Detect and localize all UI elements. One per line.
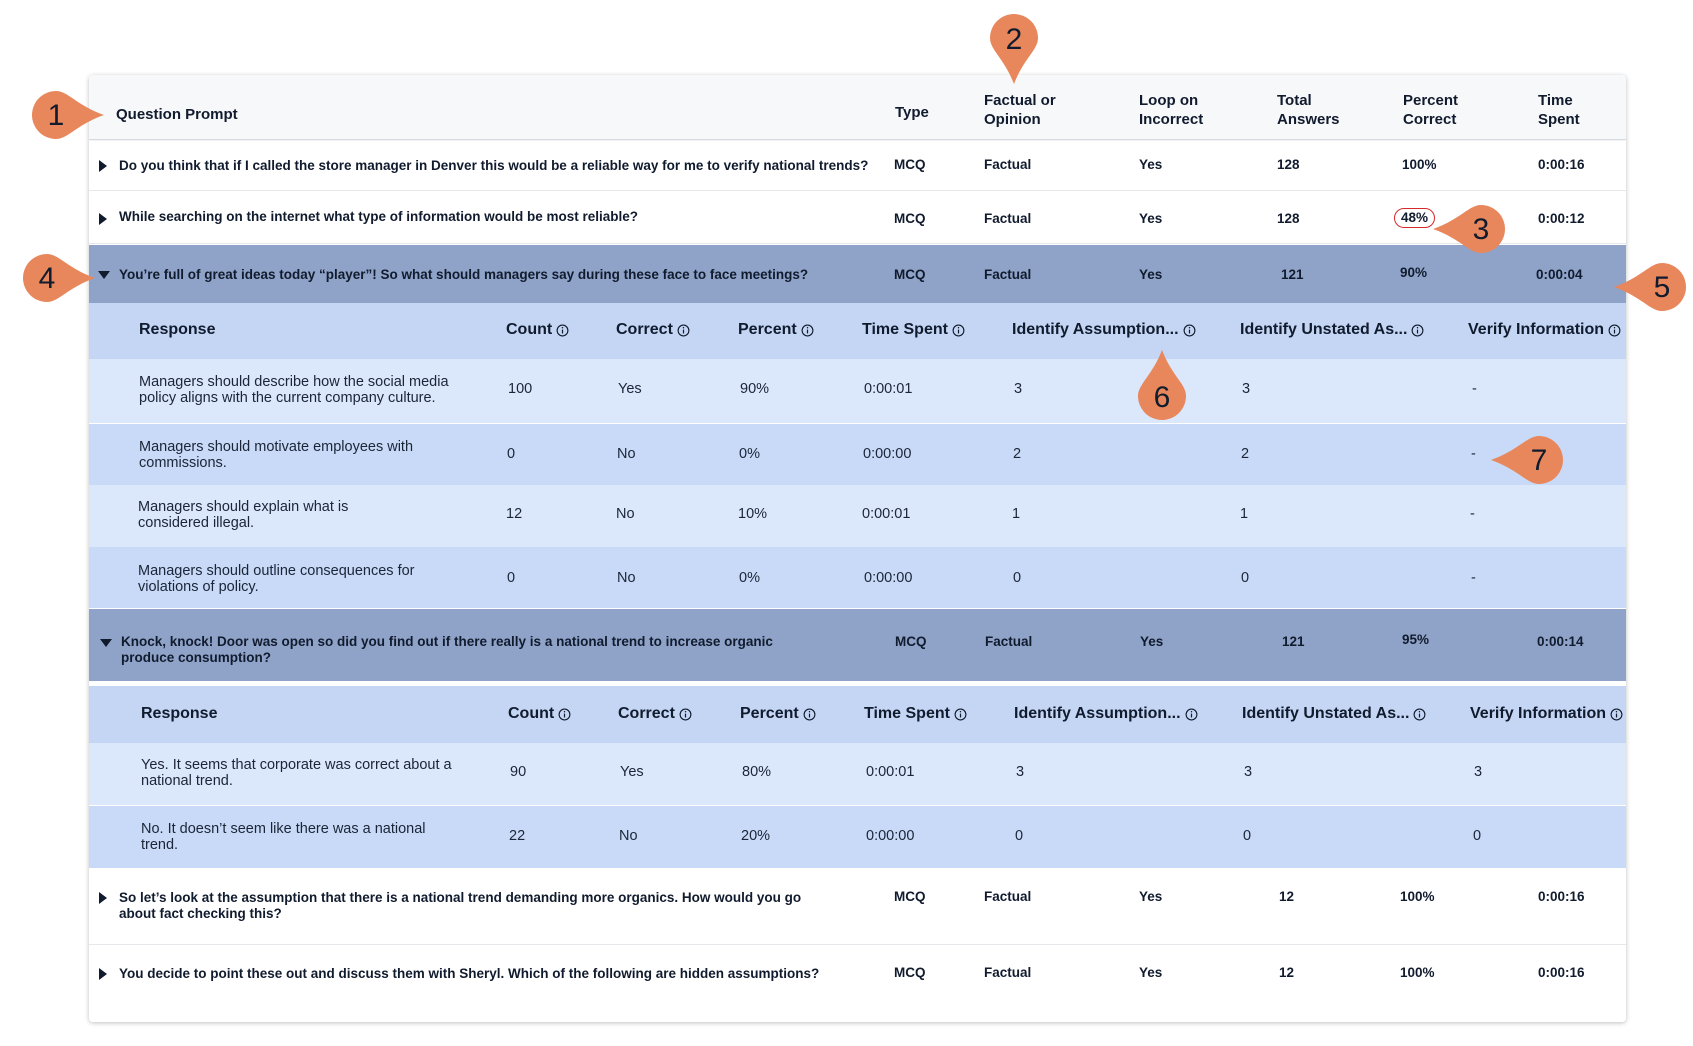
response-time: 0:00:00 — [863, 446, 912, 462]
question-factual: Factual — [984, 965, 1032, 980]
question-percent: 95% — [1402, 632, 1430, 647]
question-percent: 90% — [1400, 265, 1428, 280]
header-percent-correct[interactable] — [1403, 91, 1458, 129]
response-identify-unstated: 3 — [1244, 764, 1253, 780]
question-row[interactable] — [89, 192, 1626, 244]
response-count: 0 — [507, 446, 516, 462]
response-text: Yes. It seems that corporate was correct about a national trend. — [141, 757, 452, 789]
response-col-verify-information[interactable] — [1468, 320, 1621, 340]
question-loop: Yes — [1139, 267, 1163, 282]
header-loop-line1: Loop on — [1139, 92, 1199, 109]
response-verify-information: - — [1470, 506, 1475, 522]
caret-down-icon[interactable] — [100, 639, 112, 647]
response-col-label: Verify Information — [1470, 705, 1607, 722]
response-identify-unstated: 0 — [1241, 570, 1250, 586]
response-col-label: Count — [506, 321, 553, 338]
header-total-line2: Answers — [1277, 111, 1340, 128]
response-percent: 0% — [739, 446, 760, 462]
question-factual: Factual — [984, 889, 1032, 904]
response-col-percent[interactable] — [740, 704, 816, 724]
header-type[interactable]: Type — [895, 104, 929, 121]
callout-marker-4 — [21, 252, 101, 304]
question-prompt: You’re full of great ideas today “player”! So what should managers say during these face to face meetings? — [119, 267, 809, 282]
info-circle-icon[interactable] — [1610, 708, 1623, 721]
response-correct: No — [617, 446, 636, 462]
callout-number: 2 — [1005, 23, 1023, 56]
callout-marker-2 — [988, 12, 1040, 86]
header-loop-line2: Incorrect — [1139, 111, 1204, 128]
response-col-label: Response — [139, 321, 216, 338]
info-circle-icon[interactable] — [801, 324, 814, 337]
info-circle-icon[interactable] — [954, 708, 967, 721]
response-percent: 10% — [738, 506, 768, 522]
question-report-table — [89, 75, 1626, 1022]
response-correct: Yes — [620, 764, 644, 780]
info-circle-icon[interactable] — [1183, 324, 1196, 337]
response-col-label: Count — [508, 705, 555, 722]
question-percent: 48% — [1394, 208, 1435, 228]
response-row — [89, 806, 1626, 868]
response-col-time-spent[interactable] — [864, 704, 967, 724]
info-circle-icon[interactable] — [1411, 324, 1424, 337]
question-type: MCQ — [894, 157, 926, 172]
question-time: 0:00:16 — [1538, 889, 1585, 904]
response-count: 100 — [508, 381, 533, 397]
response-col-percent[interactable] — [738, 320, 814, 340]
question-factual: Factual — [985, 634, 1033, 649]
response-time: 0:00:01 — [866, 764, 915, 780]
response-col-correct[interactable] — [616, 320, 690, 340]
callout-marker-6 — [1136, 348, 1188, 422]
response-percent: 80% — [742, 764, 772, 780]
question-total: 12 — [1279, 965, 1295, 980]
response-col-label: Identify Assumption... — [1012, 321, 1179, 338]
info-circle-icon[interactable] — [1413, 708, 1426, 721]
question-row[interactable] — [89, 869, 1626, 945]
response-col-label: Correct — [618, 705, 675, 722]
response-header-row — [89, 303, 1626, 359]
header-total-answers[interactable] — [1277, 91, 1340, 129]
callout-number: 7 — [1530, 444, 1548, 477]
response-time: 0:00:00 — [866, 828, 915, 844]
response-percent: 90% — [740, 381, 770, 397]
response-col-label: Correct — [616, 321, 673, 338]
response-identify-assumption: 3 — [1016, 764, 1025, 780]
question-percent: 100% — [1402, 157, 1437, 172]
header-question-prompt[interactable]: Question Prompt — [116, 106, 238, 123]
question-prompt: While searching on the internet what type of information would be most reliable? — [119, 209, 639, 224]
question-prompt: Do you think that if I called the store manager in Denver this would be a reliable way for me to verify national trends? — [119, 158, 869, 173]
question-time: 0:00:04 — [1536, 267, 1583, 282]
table-header — [89, 75, 1626, 140]
response-col-identify-unstated[interactable] — [1240, 320, 1424, 340]
callout-marker-5 — [1608, 261, 1688, 313]
response-identify-assumption: 0 — [1015, 828, 1024, 844]
header-total-line1: Total — [1277, 92, 1312, 109]
question-time: 0:00:14 — [1537, 634, 1584, 649]
response-time: 0:00:01 — [862, 506, 911, 522]
callout-marker-1 — [30, 89, 110, 141]
response-verify-information: - — [1472, 381, 1477, 397]
response-identify-unstated: 0 — [1243, 828, 1252, 844]
question-total: 128 — [1277, 211, 1300, 226]
response-text: Managers should explain what is considered illegal. — [138, 499, 349, 531]
response-col-label: Identify Unstated As... — [1242, 705, 1410, 722]
question-row[interactable] — [89, 141, 1626, 191]
question-type: MCQ — [894, 965, 926, 980]
question-time: 0:00:16 — [1538, 157, 1585, 172]
response-correct: No — [617, 570, 636, 586]
header-percent-line1: Percent — [1403, 92, 1459, 109]
response-col-verify-information[interactable] — [1470, 704, 1623, 724]
response-col-response[interactable] — [141, 704, 217, 724]
response-identify-unstated: 3 — [1242, 381, 1251, 397]
response-col-count[interactable] — [508, 704, 571, 724]
response-verify-information: 3 — [1474, 764, 1483, 780]
header-time-spent[interactable] — [1538, 91, 1580, 129]
question-factual: Factual — [984, 267, 1032, 282]
response-identify-assumption: 1 — [1012, 506, 1021, 522]
question-prompt: Knock, knock! Door was open so did you find out if there really is a national trend to increase organic produce consumption? — [121, 634, 773, 665]
callout-number: 4 — [38, 262, 56, 295]
header-percent-line2: Correct — [1403, 111, 1457, 128]
caret-right-icon[interactable] — [99, 213, 107, 225]
response-row — [89, 743, 1626, 805]
question-loop: Yes — [1139, 157, 1163, 172]
response-identify-unstated: 1 — [1240, 506, 1249, 522]
response-header-row — [89, 686, 1626, 743]
callout-marker-3 — [1427, 203, 1507, 255]
response-identify-assumption: 2 — [1013, 446, 1022, 462]
question-type: MCQ — [894, 267, 926, 282]
response-col-identify-unstated[interactable] — [1242, 704, 1426, 724]
callout-number: 3 — [1472, 213, 1490, 246]
response-correct: No — [616, 506, 635, 522]
response-col-correct[interactable] — [618, 704, 692, 724]
response-col-label: Percent — [740, 705, 799, 722]
header-factual-line2: Opinion — [984, 111, 1041, 128]
response-col-identify-assumption[interactable] — [1012, 320, 1196, 340]
callout-number: 6 — [1153, 381, 1171, 414]
response-time: 0:00:01 — [864, 381, 913, 397]
response-col-label: Response — [141, 705, 218, 722]
response-count: 12 — [506, 506, 523, 522]
response-col-response[interactable] — [139, 320, 215, 340]
question-type: MCQ — [894, 211, 926, 226]
info-circle-icon[interactable] — [558, 708, 571, 721]
response-col-time-spent[interactable] — [862, 320, 965, 340]
caret-right-icon[interactable] — [99, 892, 107, 904]
response-col-label: Time Spent — [862, 321, 948, 338]
question-time: 0:00:16 — [1538, 965, 1585, 980]
response-time: 0:00:00 — [864, 570, 913, 586]
question-row[interactable] — [89, 946, 1626, 1022]
question-loop: Yes — [1139, 211, 1163, 226]
info-circle-icon[interactable] — [803, 708, 816, 721]
question-prompt: You decide to point these out and discuss them with Sheryl. Which of the following are hidden assumptions? — [119, 966, 820, 981]
response-col-label: Identify Unstated As... — [1240, 321, 1408, 338]
question-loop: Yes — [1139, 889, 1163, 904]
response-text: Managers should outline consequences for violations of policy. — [138, 563, 415, 595]
question-total: 121 — [1281, 267, 1304, 282]
response-row — [89, 359, 1626, 423]
callout-number: 5 — [1653, 271, 1671, 304]
response-col-label: Identify Assumption... — [1014, 705, 1181, 722]
response-text: Managers should describe how the social media policy aligns with the current company culture. — [139, 374, 449, 406]
callout-number: 1 — [47, 99, 65, 132]
question-row-expanded[interactable] — [89, 609, 1626, 681]
question-loop: Yes — [1139, 965, 1163, 980]
response-row — [89, 424, 1626, 485]
response-verify-information: - — [1471, 446, 1476, 462]
response-percent: 0% — [739, 570, 760, 586]
response-correct: Yes — [618, 381, 642, 397]
info-circle-icon[interactable] — [556, 324, 569, 337]
response-row — [89, 547, 1626, 608]
info-circle-icon[interactable] — [677, 324, 690, 337]
caret-right-icon[interactable] — [99, 160, 107, 172]
response-verify-information: 0 — [1473, 828, 1482, 844]
response-col-identify-assumption[interactable] — [1014, 704, 1198, 724]
response-percent: 20% — [741, 828, 771, 844]
question-total: 12 — [1279, 889, 1295, 904]
question-loop: Yes — [1140, 634, 1164, 649]
response-col-count[interactable] — [506, 320, 569, 340]
response-correct: No — [619, 828, 638, 844]
response-count: 90 — [510, 764, 527, 780]
question-total: 121 — [1282, 634, 1305, 649]
response-count: 22 — [509, 828, 526, 844]
response-verify-information: - — [1471, 570, 1476, 586]
info-circle-icon[interactable] — [679, 708, 692, 721]
info-circle-icon[interactable] — [1608, 324, 1621, 337]
question-total: 128 — [1277, 157, 1300, 172]
response-identify-unstated: 2 — [1241, 446, 1250, 462]
response-identify-assumption: 0 — [1013, 570, 1022, 586]
question-prompt: So let’s look at the assumption that there is a national trend demanding more organics. How would you go about fact checking this? — [119, 890, 802, 921]
question-percent: 100% — [1400, 889, 1435, 904]
header-loop-on-incorrect[interactable] — [1139, 91, 1203, 129]
question-factual: Factual — [984, 211, 1032, 226]
response-text: Managers should motivate employees with commissions. — [139, 439, 414, 471]
info-circle-icon[interactable] — [952, 324, 965, 337]
response-text: No. It doesn’t seem like there was a national trend. — [141, 821, 426, 853]
question-percent: 100% — [1400, 965, 1435, 980]
header-time-line1: Time — [1538, 92, 1573, 109]
response-count: 0 — [507, 570, 516, 586]
response-identify-assumption: 3 — [1014, 381, 1023, 397]
callout-marker-7 — [1485, 434, 1565, 486]
question-row-expanded[interactable] — [89, 245, 1626, 303]
response-col-label: Percent — [738, 321, 797, 338]
header-time-line2: Spent — [1538, 111, 1580, 128]
question-factual: Factual — [984, 157, 1032, 172]
response-col-label: Time Spent — [864, 705, 950, 722]
info-circle-icon[interactable] — [1185, 708, 1198, 721]
header-factual-line1: Factual or — [984, 92, 1056, 109]
response-row — [89, 485, 1626, 547]
question-time: 0:00:12 — [1538, 211, 1585, 226]
caret-right-icon[interactable] — [99, 968, 107, 980]
question-type: MCQ — [894, 889, 926, 904]
response-col-label: Verify Information — [1468, 321, 1605, 338]
question-type: MCQ — [895, 634, 927, 649]
header-factual-or-opinion[interactable] — [984, 91, 1056, 129]
